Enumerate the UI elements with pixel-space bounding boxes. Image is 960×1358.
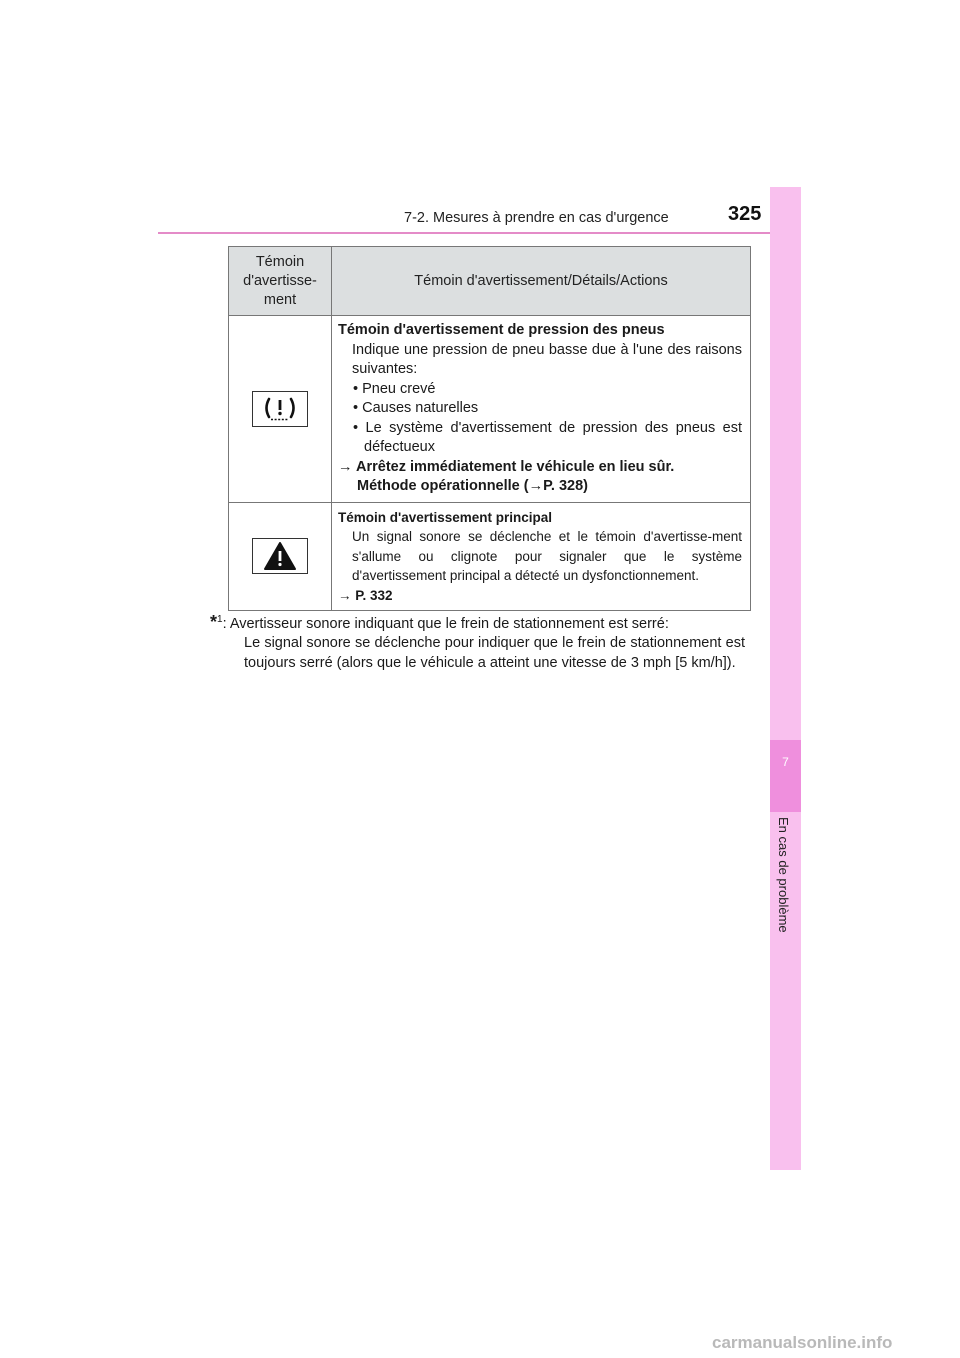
header-divider [158, 232, 800, 234]
details-cell [332, 316, 751, 503]
footnote-body: Le signal sonore se déclenche pour indiquer que le frein de stationnement est toujours serré (alors que le véhicule a atteint une vitesse de 3 mph [5 km/h]). [244, 635, 745, 671]
action-text: Arrêtez immédiatement le véhicule en lieu sûr. [356, 458, 675, 475]
page-reference: P. 332 [355, 587, 393, 603]
table-header-row [229, 247, 751, 316]
footnote-first-line [210, 610, 745, 634]
arrow-icon: → [338, 458, 353, 475]
header-icon-column: Témoin d'avertisse-ment [229, 247, 332, 316]
footnote [210, 610, 745, 673]
arrow-icon: → [338, 587, 352, 603]
warning-body: Un signal sonore se déclenche et le témoin d'avertisse-ment s'allume ou clignote pour signaler que le système d'avertissement principal a détecté un dysfonctionnement. [352, 529, 742, 583]
table-row [229, 316, 751, 503]
table-row [229, 502, 751, 611]
page-number: 325 [728, 203, 762, 225]
icon-cell [229, 316, 332, 503]
footnote-number: 1 [217, 614, 223, 625]
chapter-side-tab [770, 187, 801, 1170]
tire-pressure-warning-icon [252, 391, 308, 427]
page-reference: →P. 328) [528, 478, 588, 494]
warning-title: Témoin d'avertissement de pression des pneus [338, 322, 665, 338]
warning-title: Témoin d'avertissement principal [338, 509, 553, 525]
list-item: • Causes naturelles [353, 400, 479, 416]
header-details-column: Témoin d'avertissement/Détails/Actions [332, 247, 751, 316]
warning-action [338, 586, 742, 606]
warning-intro: Indique une pression de pneu basse due à l'une des raisons suivantes: [352, 341, 742, 377]
chapter-number: 7 [782, 755, 789, 769]
method-prefix: Méthode opérationnelle ( [357, 478, 529, 494]
warning-method [338, 477, 742, 497]
chapter-label: En cas de problème [776, 817, 791, 933]
footnote-marker: * [210, 611, 218, 632]
chapter-number-block [770, 740, 801, 812]
master-warning-triangle-icon [252, 538, 308, 574]
watermark: carmanualsonline.info [712, 1333, 893, 1352]
warning-lights-table [228, 246, 751, 611]
warning-action [338, 458, 742, 478]
details-cell [332, 502, 751, 611]
section-title: 7-2. Mesures à prendre en cas d'urgence [404, 210, 669, 226]
footnote-lead: : Avertisseur sonore indiquant que le frein de stationnement est serré: [222, 615, 669, 632]
icon-cell [229, 502, 332, 611]
list-item: • Le système d'avertissement de pression des pneus est défectueux [353, 419, 742, 455]
list-item: • Pneu crevé [353, 380, 436, 397]
